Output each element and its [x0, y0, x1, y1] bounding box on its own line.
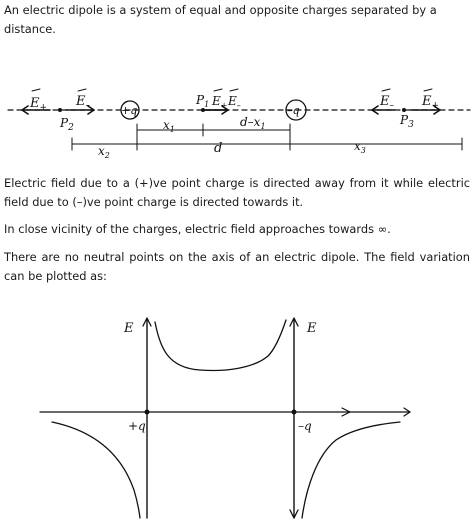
right-e-plus-label: $E_+$ [422, 94, 440, 111]
negative-charge-label: –q [287, 104, 300, 117]
field-variation-graph [0, 300, 474, 523]
positive-charge-label: +q [121, 104, 138, 117]
left-e-minus-label: $E_-$ [76, 94, 90, 111]
mid-e-minus-label: $E_-$ [228, 94, 241, 110]
x1-label: $x_1$ [163, 118, 175, 134]
x3-label: $x_3$ [354, 139, 366, 155]
d-minus-x1-label: $d-x_1$ [240, 115, 266, 131]
intro-paragraph: An electric dipole is a system of equal and opposite charges separated by a distance. [4, 3, 437, 36]
right-field-curve [302, 422, 400, 518]
p1-label: $P_1$ [196, 93, 210, 109]
point-p2 [58, 108, 62, 112]
left-axis-label: E [124, 321, 134, 336]
negative-charge-graph-label: –q [298, 419, 312, 433]
left-e-plus-label: $E_+$ [30, 96, 48, 113]
right-axis-label: E [307, 321, 317, 336]
p2-label: $P_2$ [60, 116, 74, 133]
p3-label: $P_3$ [400, 113, 414, 130]
positive-charge-graph-label: +q [128, 419, 146, 433]
point-p3 [402, 108, 406, 112]
x2-label: $x_2$ [98, 144, 110, 160]
d-label: d [214, 141, 223, 156]
middle-field-curve [155, 320, 286, 370]
positive-charge-point [145, 410, 150, 415]
mid-e-plus-label: $E_+$ [212, 94, 228, 110]
dipole-sketch [0, 80, 474, 160]
close-vicinity-paragraph: In close vicinity of the charges, electric field approaches towards ∞. [4, 222, 391, 236]
no-neutral-paragraph: There are no neutral points on the axis of an electric dipole. The field variation can be plotted as: [4, 250, 470, 283]
left-field-curve [52, 422, 140, 518]
right-e-minus-label: $E_-$ [380, 94, 394, 111]
negative-charge-point [292, 410, 297, 415]
field-direction-paragraph: Electric field due to a (+)ve point charge is directed away from it while electric field due to (–)ve point charge is directed towards it. [4, 176, 470, 209]
